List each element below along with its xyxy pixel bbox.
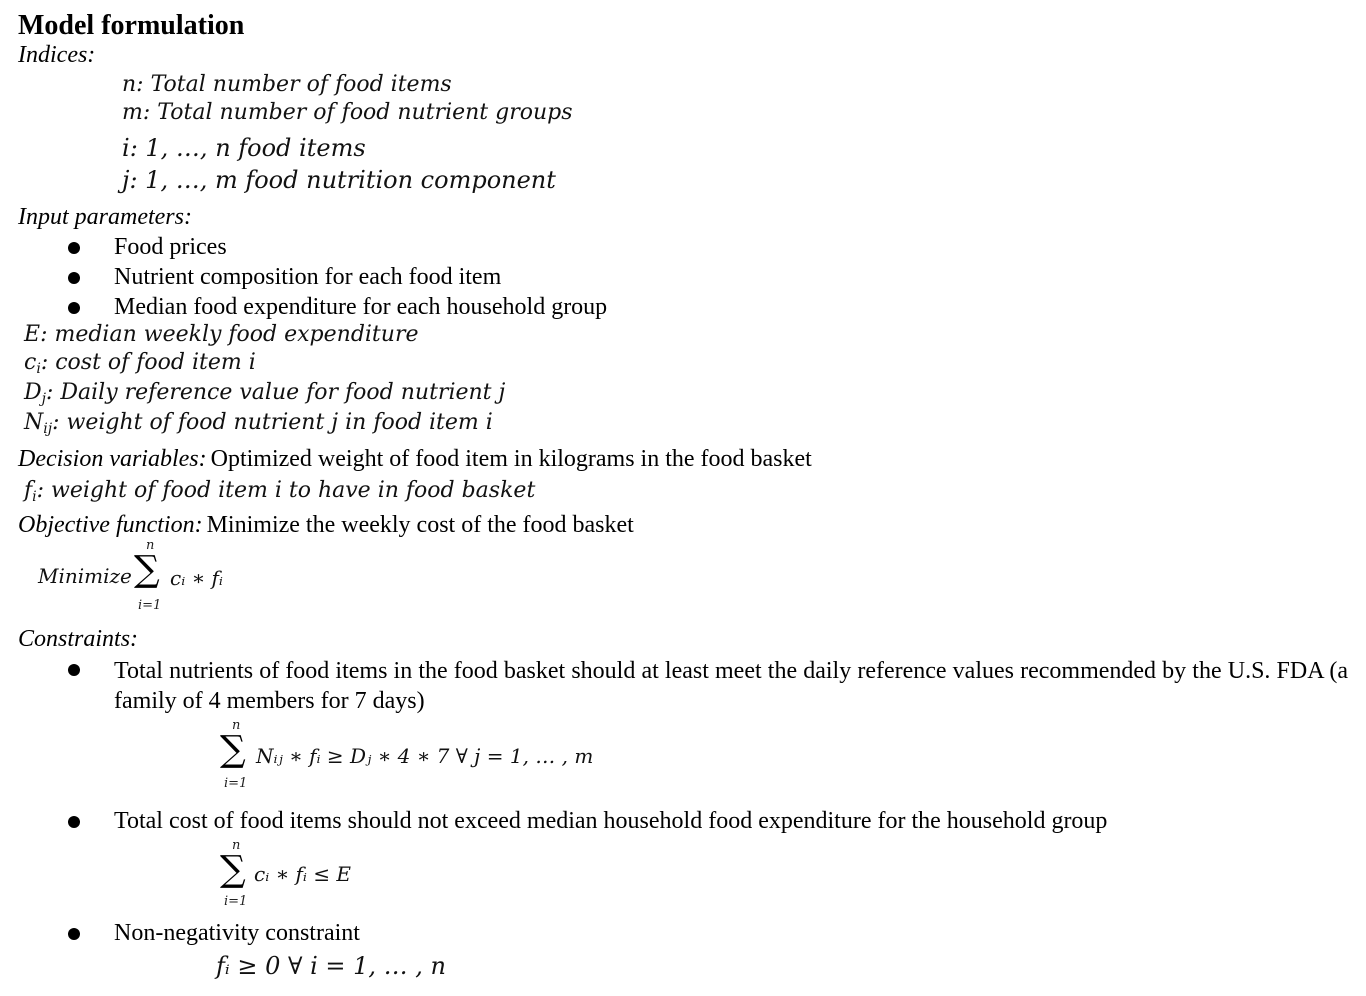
bullet-icon bbox=[68, 664, 80, 676]
index-j: j: 1, …, m food nutrition component bbox=[122, 166, 556, 194]
page-title: Model formulation bbox=[18, 10, 245, 41]
constraint-2-expression: cᵢ ∗ fᵢ ≤ E bbox=[254, 862, 352, 886]
objective-expression: cᵢ ∗ fᵢ bbox=[170, 566, 223, 590]
constraints-label: Constraints: bbox=[18, 626, 139, 652]
bullet-icon bbox=[68, 272, 80, 284]
minimize-word: Minimize bbox=[38, 564, 132, 588]
summation-icon: ∑ bbox=[220, 849, 246, 890]
objective-label: Objective function: bbox=[18, 512, 203, 538]
input-item-expenditure: Median food expenditure for each household group bbox=[114, 294, 608, 320]
sum-lower-limit: i=1 bbox=[224, 776, 248, 791]
bullet-icon bbox=[68, 302, 80, 314]
input-parameters-label: Input parameters: bbox=[18, 204, 192, 230]
indices-label: Indices: bbox=[18, 42, 96, 68]
constraint-3-expression: fᵢ ≥ 0 ∀ i = 1, … , n bbox=[216, 952, 447, 980]
sum-upper-limit: n bbox=[146, 538, 155, 553]
decision-var-f: $f_i$: weight of food item i to have in food basket bbox=[24, 478, 536, 505]
objective-formula bbox=[38, 538, 278, 618]
index-m: m: Total number of food nutrient groups bbox=[122, 100, 573, 125]
bullet-icon bbox=[68, 816, 80, 828]
input-item-prices: Food prices bbox=[114, 234, 227, 260]
param-N: $N_{ij}$: weight of food nutrient j in food item i bbox=[24, 410, 493, 437]
decision-variables-label: Decision variables: bbox=[18, 446, 207, 472]
param-D: $D_j$: Daily reference value for food nutrient j bbox=[24, 380, 506, 407]
bullet-icon bbox=[68, 928, 80, 940]
bullet-icon bbox=[68, 242, 80, 254]
constraint-1-formula bbox=[218, 718, 638, 794]
decision-variables-text: Optimized weight of food item in kilograms in the food basket bbox=[210, 446, 812, 472]
summation-icon: ∑ bbox=[220, 729, 246, 770]
objective-text: Minimize the weekly cost of the food basket bbox=[206, 512, 634, 538]
param-c: $c_i$: cost of food item i bbox=[24, 350, 256, 377]
sum-upper-limit: n bbox=[232, 838, 241, 853]
index-n: n: Total number of food items bbox=[122, 72, 452, 97]
index-i: i: 1, …, n food items bbox=[122, 134, 366, 162]
constraint-3-text: Non-negativity constraint bbox=[114, 920, 360, 946]
summation-icon: ∑ bbox=[134, 549, 160, 590]
sum-upper-limit: n bbox=[232, 718, 241, 733]
constraint-2-formula bbox=[218, 838, 438, 912]
objective-line bbox=[18, 512, 634, 539]
constraint-1-text: Total nutrients of food items in the food basket should at least meet the daily reference values recommended by the U.S. FDA (a family of 4 members for 7 days) bbox=[114, 658, 1348, 714]
param-E: E: median weekly food expenditure bbox=[24, 322, 419, 347]
constraint-1-expression: Nᵢⱼ ∗ fᵢ ≥ Dⱼ ∗ 4 ∗ 7 ∀ j = 1, … , m bbox=[256, 744, 594, 768]
sum-lower-limit: i=1 bbox=[224, 894, 248, 909]
sum-lower-limit: i=1 bbox=[138, 598, 162, 613]
constraint-2-text: Total cost of food items should not exceed median household food expenditure for the household group bbox=[114, 808, 1108, 834]
decision-variables-line bbox=[18, 446, 812, 473]
input-item-nutrients: Nutrient composition for each food item bbox=[114, 264, 502, 290]
